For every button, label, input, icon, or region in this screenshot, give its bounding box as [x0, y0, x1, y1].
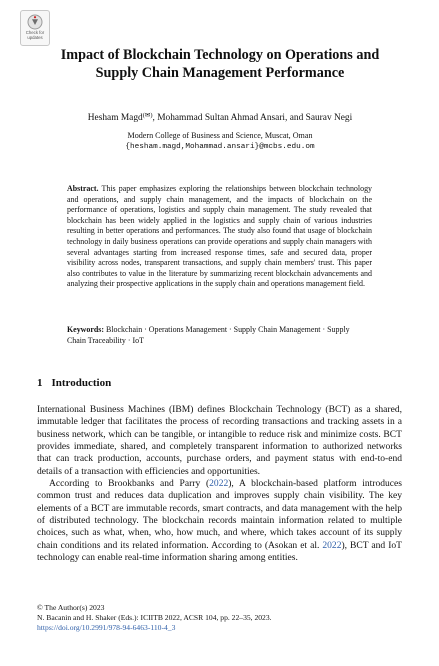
- section-title: Introduction: [51, 377, 112, 389]
- keywords: [67, 325, 367, 346]
- section-heading: [37, 377, 111, 389]
- affiliation-emails: {hesham.magd,Mohammad.ansari}@mcbs.edu.om: [125, 142, 315, 151]
- envelope-icon: (✉): [142, 112, 153, 119]
- section-number: 1: [37, 377, 43, 389]
- paper-title: Impact of Blockchain Technology on Operations and Supply Chain Management Performance: [60, 47, 380, 81]
- badge-line1: Check for: [25, 30, 45, 35]
- abstract: [67, 184, 372, 290]
- footer: [37, 603, 272, 634]
- check-for-updates-icon: [27, 14, 43, 30]
- body-paragraph-2-part-b: ), A blockchain-based platform introduces common trust and reduces data duplication and improves supply chain visibility. The key elements of a BCT are immutable records, smart contracts, and data management with the help of distributed technology. The blockchain records maintain information related to multiple choices, such as what, when, who, how much, and where, which takes account of its supply chain conditions and its related information. According to (Asokan et al.: [37, 478, 402, 551]
- badge-line2: updates: [27, 34, 43, 40]
- doi-link[interactable]: https://doi.org/10.2991/978-94-6463-110-4_3: [37, 623, 176, 633]
- author-name-first: Hesham Magd: [87, 113, 143, 123]
- body-paragraph-1: International Business Machines (IBM) defines Blockchain Technology (BCT) as a shared, immutable ledger that facilitates the process of recording transactions and tracking assets in a business network, which can be tangible, or intangible to reduce risk and minimize costs. BCT provides immediate, shared, and completely transparent information to authorized networks that can track production, accounts, purchase orders, and payment status with end-to-end details of a transaction with efficiencies and opportunities.: [37, 404, 402, 477]
- footer-citation: N. Bacanin and H. Shaker (Eds.): ICIITB 2022, ACSR 104, pp. 22–35, 2023.: [37, 613, 272, 623]
- author-names-rest: , Mohammad Sultan Ahmad Ansari, and Saurav Negi: [152, 113, 353, 123]
- body-text: [37, 404, 402, 564]
- body-paragraph-2-part-a: According to Brookbanks and Parry (: [49, 478, 210, 490]
- body-paragraph-2-part-c: ), BCT and IoT technology can enable real-time information sharing among entities.: [37, 539, 402, 564]
- footer-copyright: © The Author(s) 2023: [37, 603, 105, 612]
- abstract-text: This paper emphasizes exploring the relationships between blockchain technology and operations, and supply chain management, and the impacts of blockchain on the performance of operations, logistics and supply chain management. The study revealed that blockchain has been widely applied in the logistics and supply chain of various industries resulting in better operations and performances. The study also found that usage of blockchain technology in daily business operations can provide operations and supply chain managers with several advantages starting from increased response times, safe and secured data, proper visibility across nodes, transparent transactions, and supply chain members' trust. This paper also contributes to value in the literature by summarizing recent blockchain advancements and analyzing their prospective applications in the supply chain and operations management field.: [67, 184, 373, 289]
- citation-link[interactable]: 2022: [209, 478, 229, 490]
- check-for-updates-badge[interactable]: [20, 10, 50, 46]
- citation-link[interactable]: 2022: [322, 539, 342, 551]
- affiliation: [20, 131, 420, 153]
- affiliation-institution: Modern College of Business and Science, Muscat, Oman: [127, 131, 313, 140]
- keywords-label: Keywords:: [67, 325, 105, 334]
- authors: [20, 111, 420, 123]
- keywords-text: Blockchain · Operations Management · Supply Chain Management · Supply Chain Traceability · IoT: [67, 325, 350, 345]
- body-paragraph-2: [37, 478, 402, 564]
- abstract-label: Abstract.: [67, 184, 99, 193]
